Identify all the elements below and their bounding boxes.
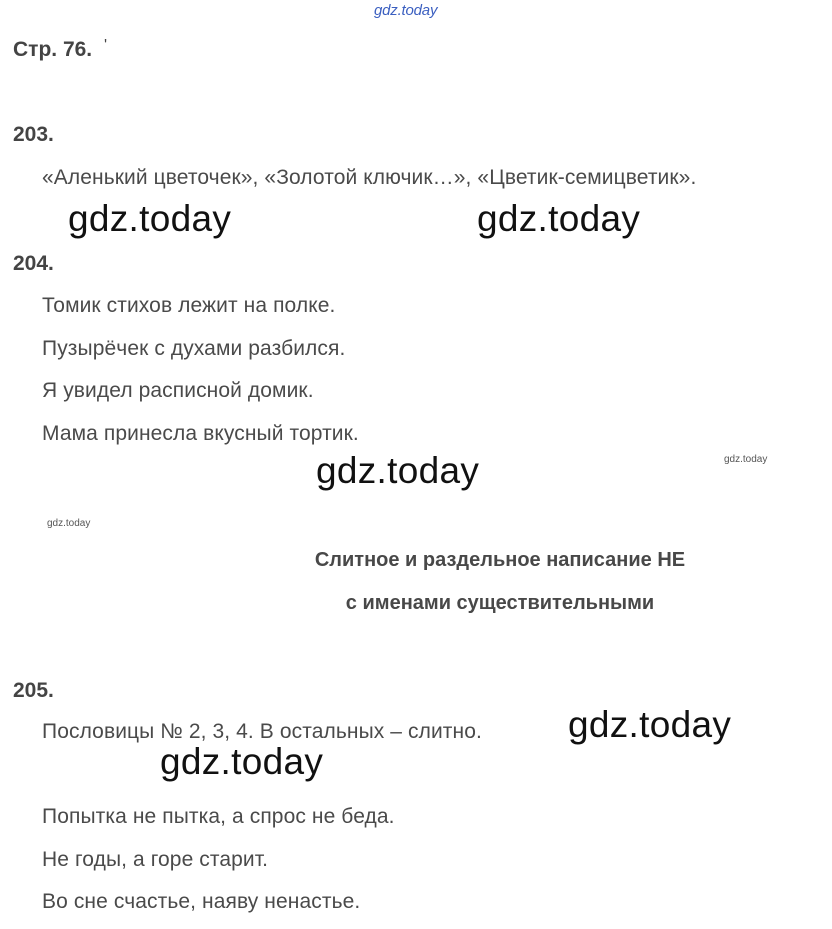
task-number-205: 205. <box>13 679 54 702</box>
proverb-line: Попытка не пытка, а спрос не беда. <box>42 805 395 828</box>
watermark: gdz.today <box>160 741 324 782</box>
answer-line: Мама принесла вкусный тортик. <box>42 422 359 445</box>
answer-line: Пословицы № 2, 3, 4. В остальных – слитно. <box>42 720 482 743</box>
watermark: gdz.today <box>316 450 480 491</box>
page-label: Стр. 76. <box>13 38 93 61</box>
answer-line: Пузырёчек с духами разбился. <box>42 337 346 360</box>
watermark: gdz.today <box>477 198 641 239</box>
watermark-small: gdz.today <box>724 454 768 465</box>
task-number-203: 203. <box>13 123 54 146</box>
watermark-top: gdz.today <box>374 2 438 19</box>
page-number <box>13 38 107 62</box>
answer-line: Я увидел расписной домик. <box>42 379 314 402</box>
proverb-line: Не годы, а горе старит. <box>42 848 269 871</box>
answer-line: «Аленький цветочек», «Золотой ключик…», «Цветик-семицветик». <box>42 166 697 189</box>
watermark: gdz.today <box>68 198 232 239</box>
task-number-204: 204. <box>13 252 54 275</box>
section-title-line-1: Слитное и раздельное написание НЕ <box>314 549 686 571</box>
proverb-line: Во сне счастье, наяву ненастье. <box>42 890 361 913</box>
watermark: gdz.today <box>568 704 732 745</box>
answer-line: Томик стихов лежит на полке. <box>42 294 336 317</box>
watermark-small: gdz.today <box>47 518 91 529</box>
section-title-line-2: с именами существительными <box>345 592 655 614</box>
page-mark: ' <box>103 37 108 54</box>
